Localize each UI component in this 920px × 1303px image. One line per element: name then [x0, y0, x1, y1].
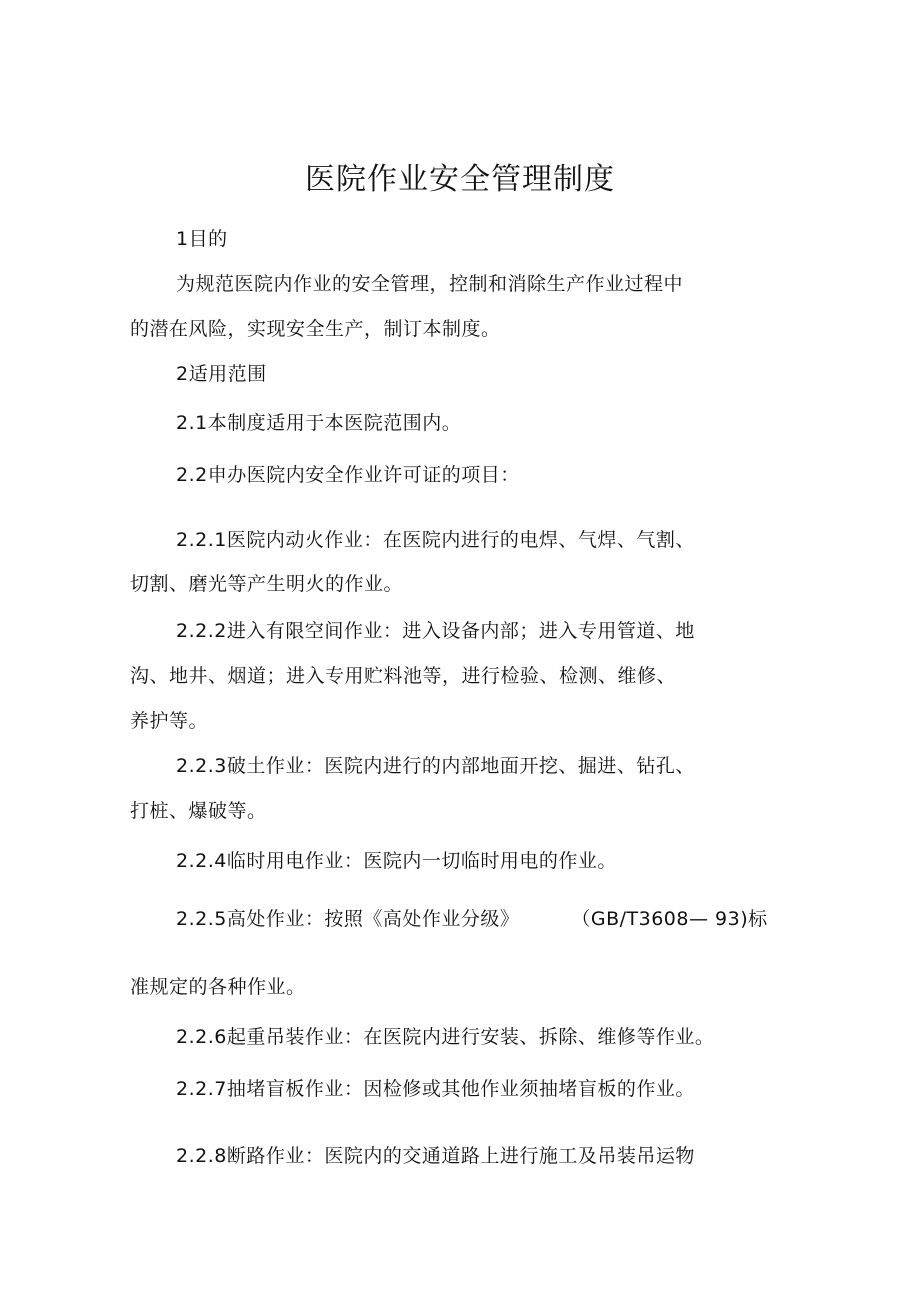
paragraph-line: 的潜在风险，实现安全生产，制订本制度。	[130, 318, 501, 340]
section-heading-scope: 2适用范围	[176, 363, 267, 385]
section-heading-purpose: 1目的	[176, 228, 228, 250]
paragraph-line: 为规范医院内作业的安全管理，控制和消除生产作业过程中	[176, 273, 684, 295]
text-segment: 2.2.5高处作业：按照《高处作业分级》	[176, 908, 520, 930]
paragraph-line: 2.2申办医院内安全作业许可证的项目：	[176, 464, 520, 486]
paragraph-line: 养护等。	[130, 710, 209, 732]
paragraph-line	[176, 906, 768, 932]
paragraph-line: 沟、地井、烟道；进入专用贮料池等，进行检验、检测、维修、	[130, 665, 677, 687]
paragraph-line: 2.2.8断路作业：医院内的交通道路上进行施工及吊装吊运物	[176, 1145, 695, 1167]
paragraph-line: 2.2.4临时用电作业：医院内一切临时用电的作业。	[176, 850, 617, 872]
paragraph-line: 切割、磨光等产生明火的作业。	[130, 573, 404, 595]
paragraph-line: 2.2.2进入有限空间作业：进入设备内部；进入专用管道、地	[176, 620, 695, 642]
paragraph-line: 准规定的各种作业。	[130, 976, 306, 998]
document-title: 医院作业安全管理制度	[305, 162, 615, 197]
paragraph-line: 2.2.3破土作业：医院内进行的内部地面开挖、掘进、钻孔、	[176, 755, 695, 777]
text-segment: （GB/T3608— 93)标	[571, 908, 768, 930]
paragraph-line: 2.2.7抽堵盲板作业：因检修或其他作业须抽堵盲板的作业。	[176, 1078, 695, 1100]
paragraph-line: 2.2.1医院内动火作业：在医院内进行的电焊、气焊、气割、	[176, 529, 695, 551]
paragraph-line: 打桩、爆破等。	[130, 800, 267, 822]
paragraph-line: 2.2.6起重吊装作业：在医院内进行安装、拆除、维修等作业。	[176, 1026, 715, 1048]
paragraph-line: 2.1本制度适用于本医院范围内。	[176, 412, 462, 434]
